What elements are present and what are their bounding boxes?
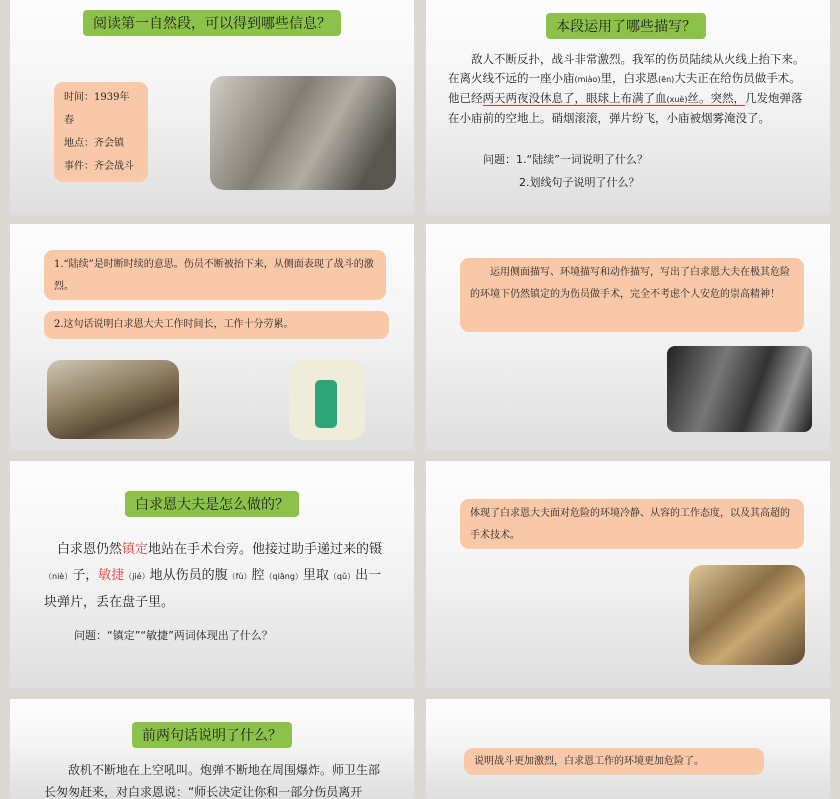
question-1: 问题：1.“陆续”一词说明了什么？ [483, 153, 648, 166]
historical-photo [210, 76, 396, 190]
answer-box: 运用侧面描写、环境描写和动作描写，写出了白求恩大夫在极其危险的环境下仍然镇定的为伤员做手术，完全不考虑个人安危的崇高精神！ [460, 258, 804, 332]
info-box [54, 82, 148, 182]
answer-box-2: 2.这句话说明白求恩大夫工作时间长，工作十分劳累。 [44, 311, 389, 339]
answer-box-1: 1.“陆续”是时断时续的意思。伤员不断被抬下来，从侧面表现了战斗的激烈。 [44, 250, 386, 300]
surgery-photo [667, 346, 812, 432]
slide-4 [426, 224, 830, 451]
carrying-wounded-illustration [289, 360, 365, 440]
slide-5 [10, 461, 414, 688]
slide-6 [426, 461, 830, 688]
slide-1 [10, 0, 414, 215]
slide-2 [426, 0, 830, 215]
info-place: 地点：齐会镇 [64, 138, 124, 149]
slide-title: 前两句话说明了什么？ [132, 722, 292, 748]
passage: 白求恩仍然镇定地站在手术台旁。他接过助手递过来的镊（niè）子，敏捷（jié）地从伤员的腹（fù）腔（qiāng）里取（qǔ）出一块弹片，丢在盘子里。 [44, 542, 383, 610]
slide-7 [10, 699, 414, 799]
slide-title: 阅读第一自然段，可以得到哪些信息？ [83, 10, 341, 36]
question-2: 2.划线句子说明了什么？ [519, 176, 640, 189]
info-time: 时间：1939年春 [64, 92, 130, 126]
slide-title: 白求恩大夫是怎么做的？ [125, 491, 299, 517]
passage: 敌机不断地在上空吼叫。炮弹不断地在周围爆炸。师卫生部长匆匆赶来，对白求恩说：“师长决定让你和一部分伤员离开 [44, 763, 381, 799]
slide-8 [426, 699, 830, 799]
info-event: 事件：齐会战斗 [64, 161, 134, 172]
question: 问题：“镇定”“敏捷”两词体现出了什么？ [74, 629, 273, 642]
answer-box: 说明战斗更加激烈，白求恩工作的环境更加危险了。 [464, 748, 764, 775]
answer-box: 体现了白求恩大夫面对危险的环境冷静、从容的工作态度，以及其高超的手术技术。 [460, 499, 804, 549]
surgery-painting [689, 565, 805, 665]
battle-painting [47, 360, 179, 439]
passage: 敌人不断反扑，战斗非常激烈。我军的伤员陆续从火线上抬下来。在离火线不远的一座小庙(miào)里，白求恩(ēn)大夫正在给伤员做手术。他已经两天两夜没休息了，眼球上布满了血(xuè)丝。突然，几发炮弹落在小庙前的空地上。硝烟滚滚，弹片纷飞，小庙被烟雾淹没了。 [448, 52, 805, 125]
slide-3 [10, 224, 414, 451]
slide-title: 本段运用了哪些描写？ [546, 13, 706, 39]
